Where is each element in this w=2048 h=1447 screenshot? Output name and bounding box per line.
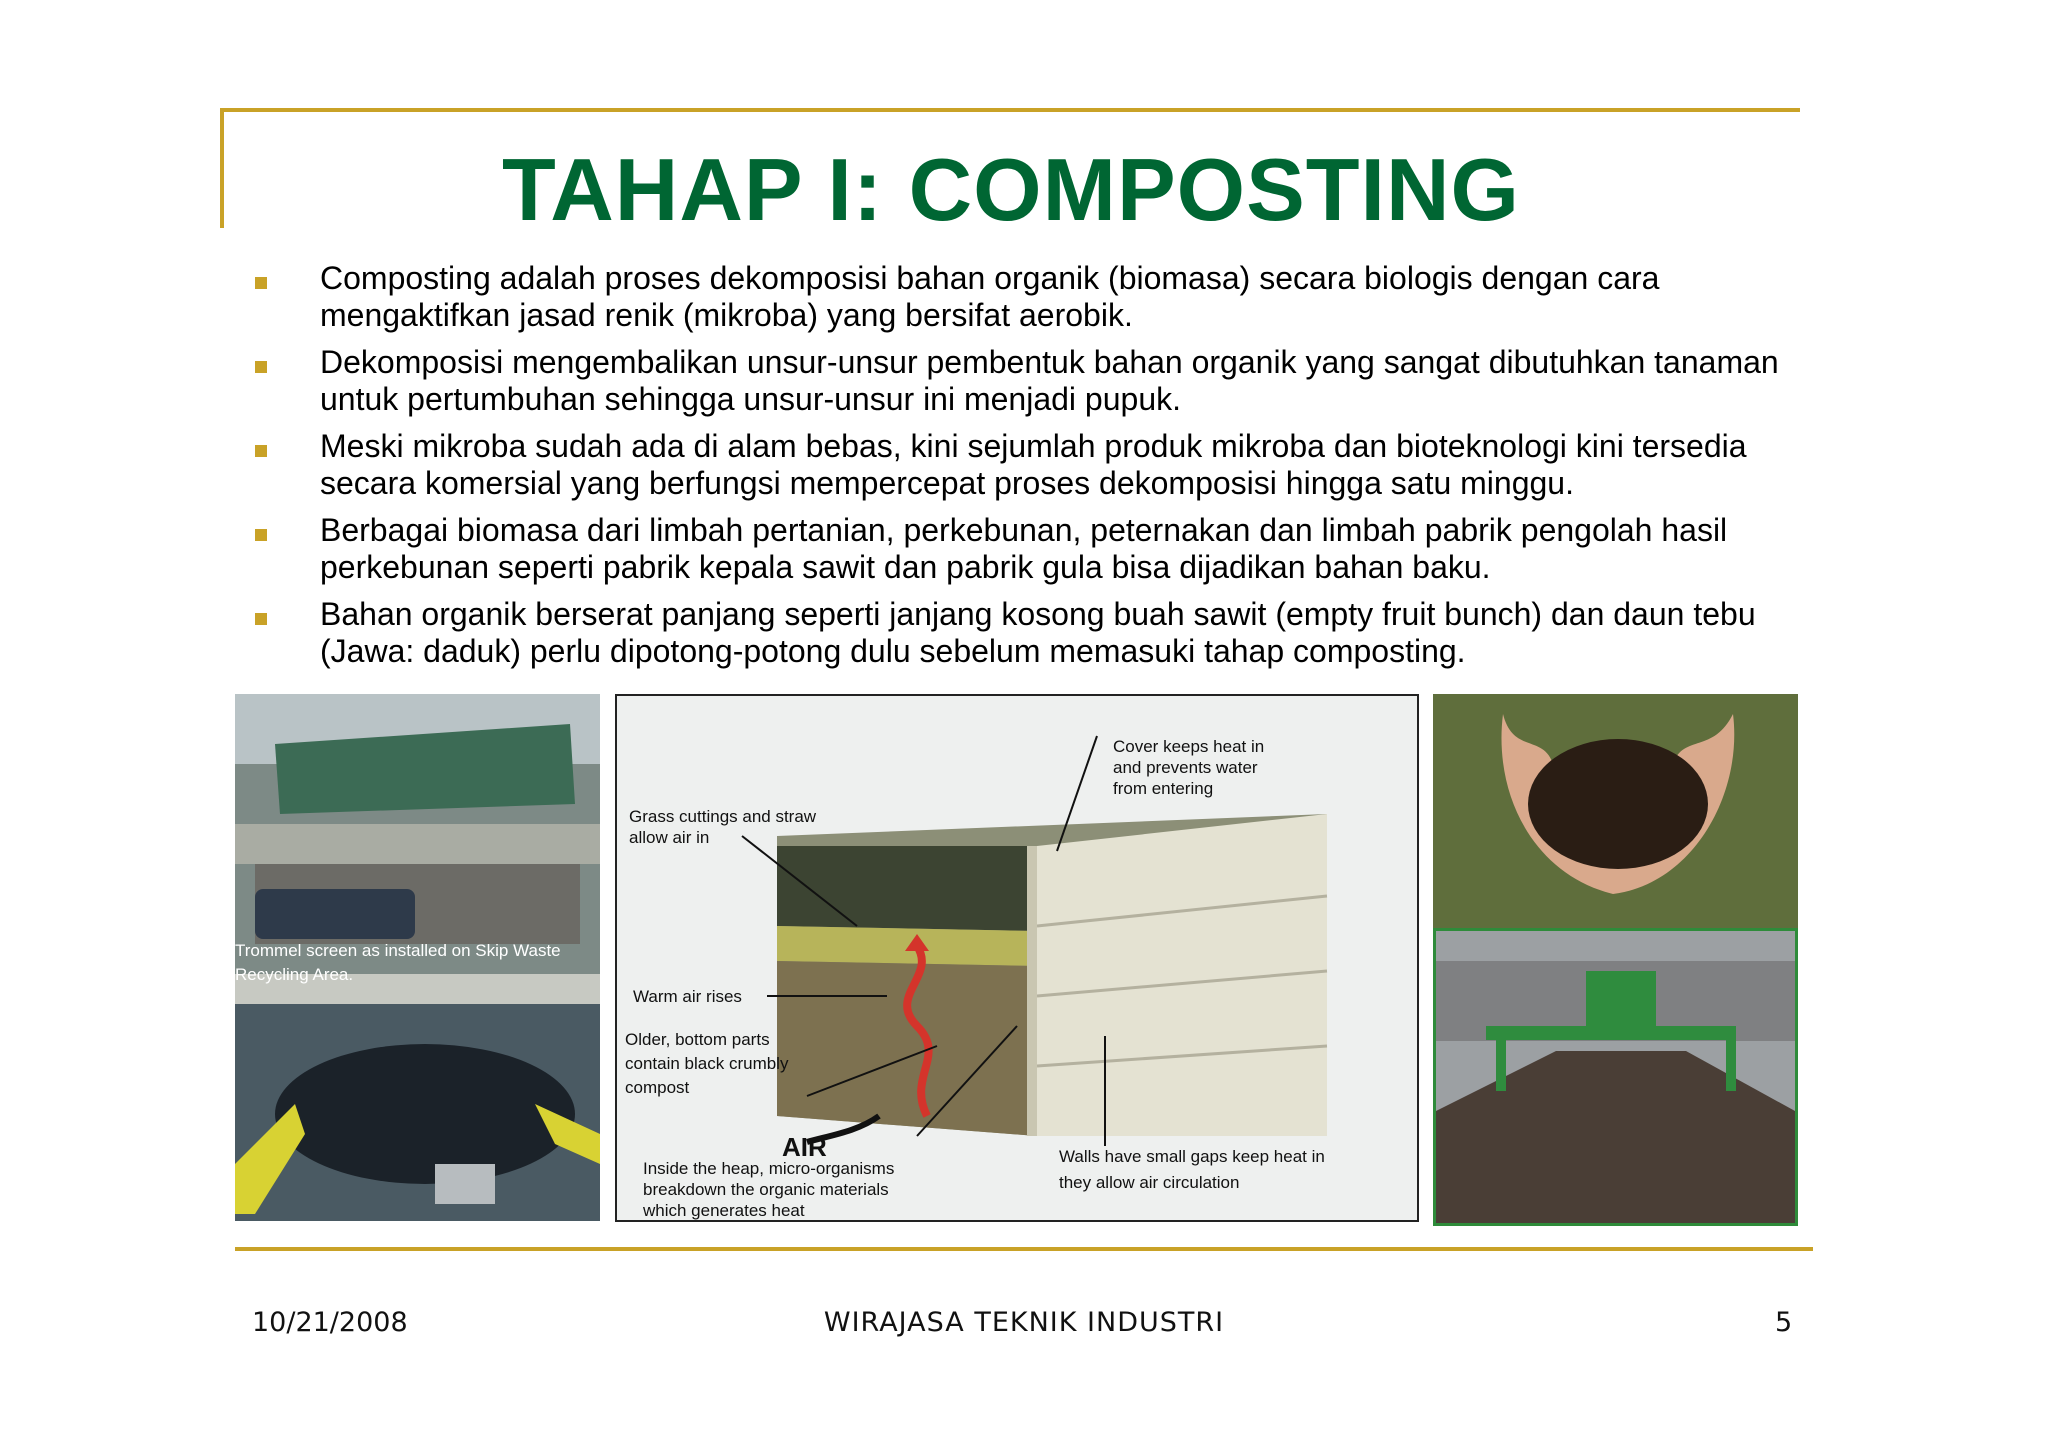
label-line: allow air in	[629, 828, 710, 847]
label-line: contain black crumbly	[625, 1054, 789, 1073]
label-line: breakdown the organic materials	[643, 1180, 889, 1199]
bullet-square-icon	[255, 529, 267, 541]
label-line: they allow air circulation	[1059, 1173, 1240, 1192]
compost-bin-illustration	[617, 696, 1417, 1220]
trommel-caption-line: Recycling Area.	[235, 965, 354, 984]
compost-bin-diagram	[615, 694, 1419, 1222]
footer-organization: WIRAJASA TEKNIK INDUSTRI	[823, 1307, 1225, 1338]
footer-date: 10/21/2008	[252, 1307, 408, 1338]
label-line: Grass cuttings and straw	[629, 807, 817, 826]
frame-top-rule	[222, 108, 1800, 112]
trommel-caption-line: Trommel screen as installed on Skip Waste	[235, 941, 561, 960]
cover-label	[1113, 736, 1264, 799]
label-line: which generates heat	[643, 1201, 805, 1220]
warm-air-label: Warm air rises	[633, 987, 742, 1006]
bullet-text: Composting adalah proses dekomposisi bahan organik (biomasa) secara biologis dengan cara mengaktifkan jasad renik (mikroba) yang bersifat aerobik.	[320, 260, 1660, 333]
bullet-item	[250, 428, 1810, 502]
bullet-text: Bahan organik berserat panjang seperti janjang kosong buah sawit (empty fruit bunch) dan daun tebu (Jawa: daduk) perlu dipotong-potong dulu sebelum memasuki tahap composting.	[320, 596, 1756, 669]
label-line: from entering	[1113, 779, 1214, 798]
bullet-item	[250, 260, 1810, 334]
label-line: Inside the heap, micro-organisms	[643, 1159, 895, 1178]
air-label: AIR	[782, 1132, 827, 1162]
footer-page-number: 5	[1775, 1307, 1793, 1338]
label-line: Older, bottom parts	[625, 1030, 770, 1049]
windrow-illustration	[1436, 931, 1795, 1223]
bullet-item	[250, 344, 1810, 418]
label-line: Walls have small gaps keep heat in	[1059, 1147, 1325, 1166]
label-line: Cover keeps heat in	[1113, 737, 1265, 756]
slide-title: TAHAP I: COMPOSTING	[502, 140, 1520, 239]
grass-label	[629, 806, 816, 848]
label-line: and prevents water	[1113, 758, 1258, 777]
bullet-text: Berbagai biomasa dari limbah pertanian, perkebunan, peternakan dan limbah pabrik pengolah hasil perkebunan seperti pabrik kepala sawit dan pabrik gula bisa dijadikan bahan baku.	[320, 512, 1728, 585]
bullet-text: Meski mikroba sudah ada di alam bebas, kini sejumlah produk mikroba dan bioteknologi kini tersedia secara komersial yang berfungsi mempercepat proses dekomposisi hingga satu minggu.	[320, 428, 1747, 501]
bullet-text: Dekomposisi mengembalikan unsur-unsur pembentuk bahan organik yang sangat dibutuhkan tanaman untuk pertumbuhan sehingga unsur-unsur ini menjadi pupuk.	[320, 344, 1779, 417]
bullet-square-icon	[255, 361, 267, 373]
label-line: compost	[625, 1078, 690, 1097]
bottom-rule	[235, 1247, 1813, 1251]
trommel-caption	[235, 939, 600, 987]
bullet-square-icon	[255, 445, 267, 457]
older-label	[625, 1028, 788, 1100]
bullet-square-icon	[255, 277, 267, 289]
bullet-item	[250, 512, 1810, 586]
bullet-item	[250, 596, 1810, 670]
hands-compost-photo	[1433, 694, 1798, 928]
inside-label	[643, 1158, 894, 1221]
bullet-list	[250, 260, 1810, 680]
hands-illustration	[1433, 694, 1798, 928]
walls-label	[1059, 1144, 1325, 1196]
bullet-square-icon	[255, 613, 267, 625]
trommel-screen-photo	[235, 694, 600, 1221]
windrow-turner-photo	[1433, 928, 1798, 1226]
